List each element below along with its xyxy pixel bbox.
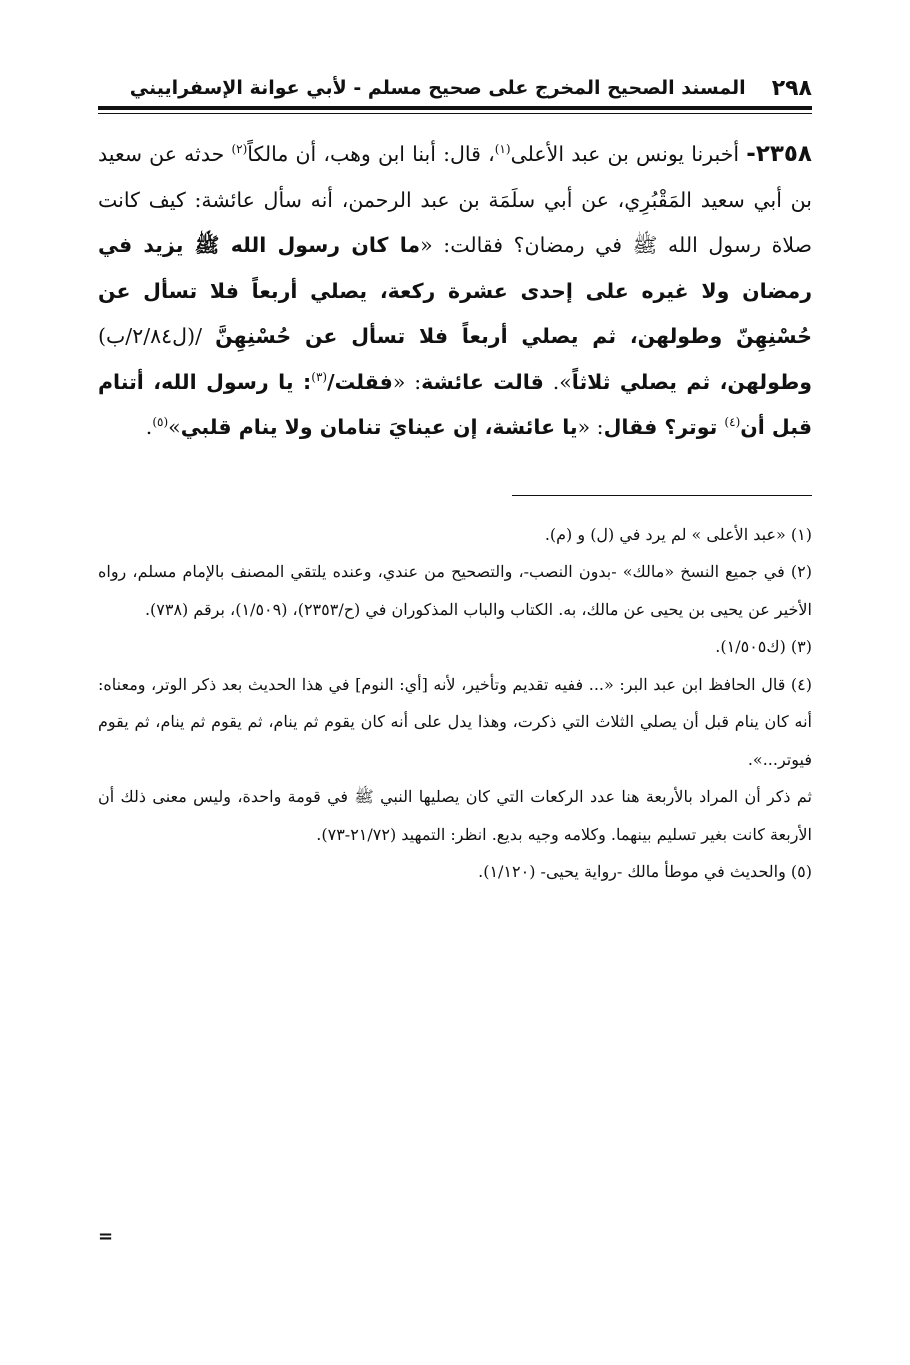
- text-part: /(ل٢/٨٤/ب): [98, 324, 216, 348]
- bold-text: قالت عائشة: [421, 369, 544, 394]
- hadith-text: [98, 132, 812, 451]
- footnote-1: (١) «عبد الأعلى » لم يرد في (ل) و (م).: [544, 524, 812, 544]
- text-part: حدثه عن سعيد بن أبي سعيد المَقْبُرِي، عن أبي سلَمَة بن عبد الرحمن، أنه سأل عائشة: كيف كانت صلاة رسول الله ﷺ في رمضان؟ فقالت: «: [98, 142, 812, 257]
- header-rule-thin: [98, 113, 812, 114]
- bold-text: : يا رسول الله، أتنام قبل أن: [98, 369, 812, 439]
- text-part: : «: [577, 415, 604, 439]
- hadith-number: ٢٣٥٨-: [746, 141, 812, 167]
- continuation-mark: =: [98, 1226, 114, 1247]
- book-page: [98, 72, 812, 891]
- footnote-4-continued: ثم ذكر أن المراد بالأربعة هنا عدد الركعات التي كان يصليها النبي ﷺ في قومة واحدة، وليس معنى ذلك أن الأربعة كانت بغير تسليم بينهما. وكلامه وجيه بديع. انظر: التمهيد (٢١/٧٢-٧٣).: [98, 787, 812, 844]
- footnote-2: (٢) في جميع النسخ «مالك» -بدون النصب-، والتصحيح من عندي، وعنده يلتقي المصنف بالإمام مسلم، رواه الأخير عن يحيى بن يحيى عن مالك، به. الكتاب والباب المذكوران في (ح/٢٣٥٣)، (١/٥٠٩)، برقم (٧٣٨).: [98, 562, 812, 619]
- running-header: [98, 72, 812, 104]
- text-part: ».: [543, 369, 572, 394]
- footnote-ref: (٣): [311, 369, 328, 384]
- header-rule-thick: [98, 106, 812, 110]
- bold-text: ما كان رسول الله ﷺ يزيد في رمضان ولا غيره على إحدى عشرة ركعة، يصلي أربعاً فلا تسأل عن حُسْنِهِنّ وطولهن، ثم يصلي أربعاً فلا تسأل عن حُسْنِهِنَّ: [98, 233, 812, 348]
- running-title: المسند الصحيح المخرج على صحيح مسلم - لأبي عوانة الإسفراييني: [129, 77, 746, 99]
- footnote-3: (٣) (ك١/٥٠٥).: [715, 637, 812, 656]
- footnotes: [98, 516, 812, 891]
- bold-text: فقلت/: [327, 369, 393, 394]
- bold-text: يا عائشة، إن عينايَ تنامان ولا ينام قلبي: [180, 415, 578, 439]
- text-part: »: [168, 415, 181, 439]
- text-part: : «: [392, 369, 422, 394]
- text-part: .: [145, 415, 153, 439]
- text-part: ، قال: أبنا ابن وهب، أن مالكاً: [247, 142, 495, 166]
- footnote-ref: (١): [494, 142, 511, 157]
- text-part: أخبرنا يونس بن عبد الأعلى: [510, 142, 740, 166]
- footnote-ref: (٥): [152, 415, 169, 430]
- bold-text: وطولهن، ثم يصلي ثلاثاً: [571, 369, 812, 394]
- page-number: ٢٩٨: [771, 75, 812, 101]
- footnote-5: (٥) والحديث في موطأ مالك -رواية يحيى- (١/١٢٠).: [478, 862, 812, 881]
- footnote-separator: [512, 495, 812, 496]
- footnote-4: (٤) قال الحافظ ابن عبد البر: «... ففيه تقديم وتأخير، لأنه [أي: النوم] في هذا الحديث بعد ذكر الوتر، ومعناه: أنه كان ينام قبل أن يصلي الثلاث التي ذكرت، وهذا يدل على أنه كان يقوم ثم ينام، ثم يقوم ثم ينام، ثم يقوم فيوتر...».: [98, 674, 813, 769]
- bold-text: توتر؟ فقال: [603, 415, 725, 439]
- footnote-ref: (٤): [724, 415, 741, 430]
- footnote-ref: (٢): [231, 142, 248, 157]
